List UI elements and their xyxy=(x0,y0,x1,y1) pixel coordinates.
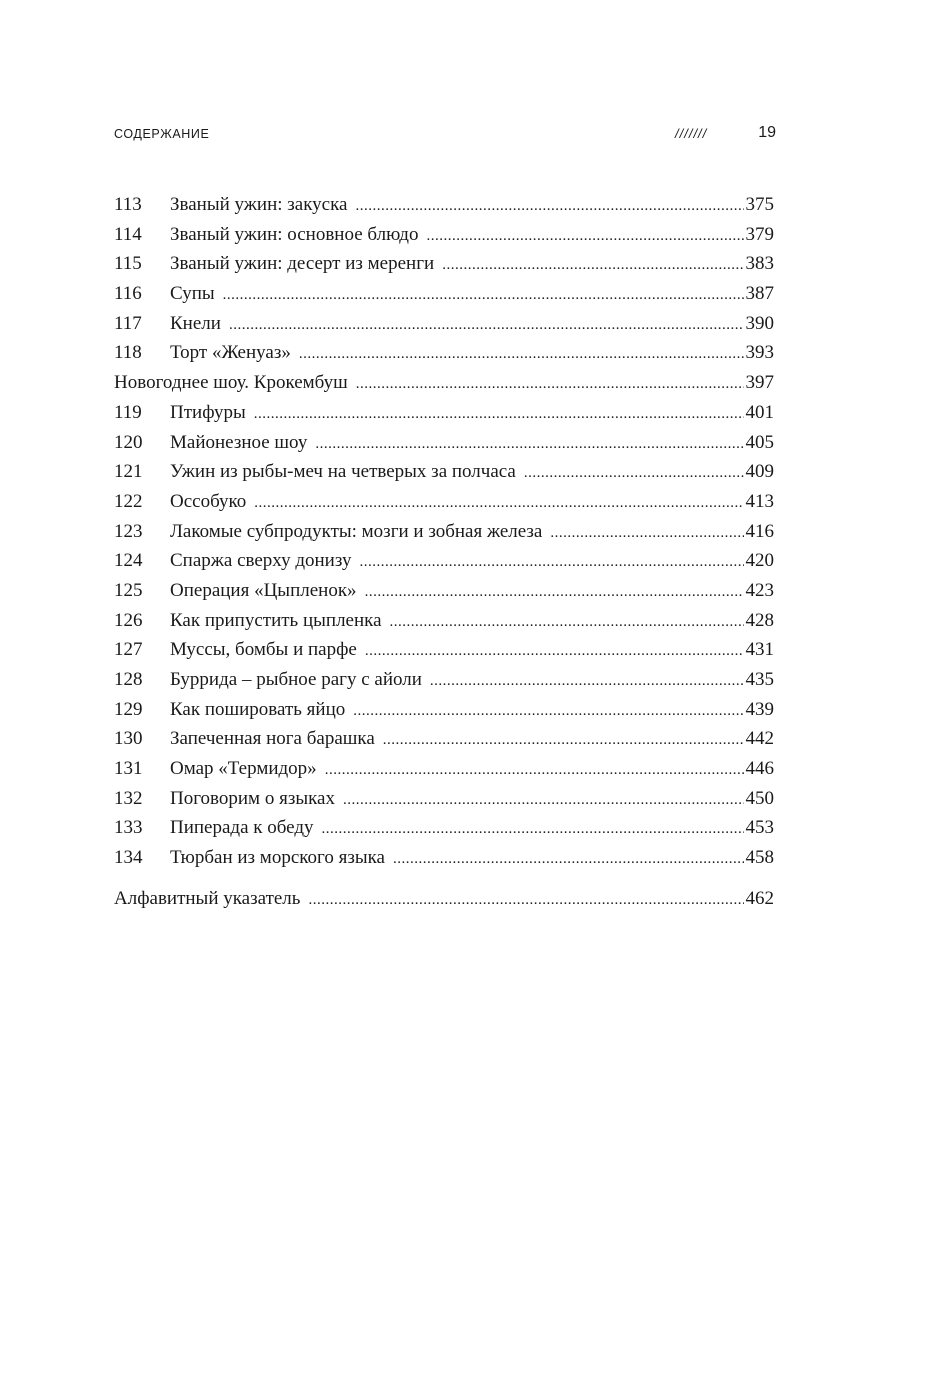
chapter-page: 423 xyxy=(745,579,774,601)
chapter-number: 118 xyxy=(114,342,142,364)
toc-entry xyxy=(114,220,774,250)
chapter-number: 129 xyxy=(114,698,143,720)
chapter-title: Лакомые субпродукты: мозги и зобная железа xyxy=(170,520,543,542)
dot-leader xyxy=(254,400,744,430)
chapter-number: 133 xyxy=(114,817,143,839)
toc-entry xyxy=(114,190,774,220)
toc-entry xyxy=(114,309,774,339)
toc-entry xyxy=(114,457,774,487)
chapter-title: Тюрбан из морского языка xyxy=(170,847,385,869)
dot-leader xyxy=(365,637,744,667)
chapter-number: 114 xyxy=(114,223,142,245)
dot-leader xyxy=(353,697,743,727)
chapter-page: 390 xyxy=(745,312,774,334)
chapter-title: Птифуры xyxy=(170,401,246,423)
chapter-page: 405 xyxy=(745,431,774,453)
dot-leader xyxy=(223,281,744,311)
chapter-number: 122 xyxy=(114,490,143,512)
chapter-title: Алфавитный указатель xyxy=(114,887,301,909)
dot-leader xyxy=(343,786,744,816)
chapter-number: 124 xyxy=(114,550,143,572)
dot-leader xyxy=(524,459,744,489)
chapter-title: Муссы, бомбы и парфе xyxy=(170,639,357,661)
chapter-number: 130 xyxy=(114,728,143,750)
dot-leader xyxy=(254,489,743,519)
chapter-number: 126 xyxy=(114,609,143,631)
dot-leader xyxy=(442,251,743,281)
chapter-number: 134 xyxy=(114,847,143,869)
dot-leader xyxy=(365,578,744,608)
chapter-title: Торт «Женуаз» xyxy=(170,342,291,364)
chapter-title: Званый ужин: основное блюдо xyxy=(170,223,419,245)
chapter-number: 131 xyxy=(114,758,143,780)
toc-entry xyxy=(114,576,774,606)
chapter-title: Пиперада к обеду xyxy=(170,817,314,839)
chapter-title: Майонезное шоу xyxy=(170,431,308,453)
chapter-title: Как пошировать яйцо xyxy=(170,698,346,720)
chapter-page: 462 xyxy=(745,887,774,909)
chapter-title: Операция «Цыпленок» xyxy=(170,579,357,601)
toc-entry xyxy=(114,695,774,725)
chapter-title: Званый ужин: десерт из меренги xyxy=(170,253,435,275)
chapter-number: 117 xyxy=(114,312,142,334)
chapter-number: 119 xyxy=(114,401,142,423)
chapter-title: Супы xyxy=(170,283,215,305)
toc-entry xyxy=(114,606,774,636)
toc-entry xyxy=(114,368,774,398)
toc-entry xyxy=(114,784,774,814)
chapter-number: 132 xyxy=(114,787,143,809)
chapter-number: 115 xyxy=(114,253,142,275)
chapter-page: 379 xyxy=(745,223,774,245)
toc-entry xyxy=(114,487,774,517)
chapter-number: 123 xyxy=(114,520,143,542)
dot-leader xyxy=(355,192,743,222)
chapter-title: Кнели xyxy=(170,312,221,334)
chapter-page: 442 xyxy=(745,728,774,750)
dot-leader xyxy=(356,370,744,400)
chapter-title: Как припустить цыпленка xyxy=(170,609,382,631)
dot-leader xyxy=(430,667,744,697)
chapter-page: 450 xyxy=(745,787,774,809)
dot-leader xyxy=(308,886,743,916)
chapter-number: 125 xyxy=(114,579,143,601)
toc-entry xyxy=(114,813,774,843)
toc-entry xyxy=(114,665,774,695)
dot-leader xyxy=(359,548,743,578)
dot-leader xyxy=(426,222,743,252)
page-number: 19 xyxy=(758,124,776,141)
dot-leader xyxy=(299,340,744,370)
chapter-page: 420 xyxy=(745,550,774,572)
chapter-number: 121 xyxy=(114,461,143,483)
dot-leader xyxy=(322,815,744,845)
chapter-page: 409 xyxy=(745,461,774,483)
chapter-page: 439 xyxy=(745,698,774,720)
chapter-page: 453 xyxy=(745,817,774,839)
dot-leader xyxy=(383,726,744,756)
toc-entry xyxy=(114,338,774,368)
chapter-page: 383 xyxy=(745,253,774,275)
toc-entry xyxy=(114,428,774,458)
header-decoration: /////// xyxy=(675,126,708,141)
chapter-page: 397 xyxy=(745,372,774,394)
toc-entry xyxy=(114,843,774,873)
toc-entry xyxy=(114,635,774,665)
chapter-title: Ужин из рыбы-меч на четверых за полчаса xyxy=(170,461,516,483)
table-of-contents xyxy=(114,190,774,914)
chapter-page: 387 xyxy=(745,283,774,305)
chapter-page: 401 xyxy=(745,401,774,423)
dot-leader xyxy=(229,311,744,341)
chapter-title: Омар «Термидор» xyxy=(170,758,317,780)
running-header xyxy=(114,122,776,146)
chapter-title: Новогоднее шоу. Крокембуш xyxy=(114,372,348,394)
chapter-page: 435 xyxy=(745,669,774,690)
dot-leader xyxy=(393,845,744,875)
chapter-page: 431 xyxy=(745,639,774,661)
toc-entry xyxy=(114,724,774,754)
toc-entry xyxy=(114,884,774,914)
chapter-title: Запеченная нога барашка xyxy=(170,728,375,750)
section-title: СОДЕРЖАНИЕ xyxy=(114,127,210,141)
toc-entry xyxy=(114,754,774,784)
toc-entry xyxy=(114,249,774,279)
dot-leader xyxy=(390,608,744,638)
toc-entry xyxy=(114,546,774,576)
chapter-title: Званый ужин: закуска xyxy=(170,194,348,215)
toc-entry xyxy=(114,279,774,309)
chapter-number: 116 xyxy=(114,283,142,305)
chapter-page: 416 xyxy=(745,520,774,542)
chapter-page: 428 xyxy=(745,609,774,631)
toc-entry xyxy=(114,398,774,428)
chapter-title: Буррида – рыбное рагу с айоли xyxy=(170,669,422,690)
toc-entry xyxy=(114,517,774,547)
dot-leader xyxy=(315,430,743,460)
chapter-title: Оссобуко xyxy=(170,490,247,512)
chapter-title: Поговорим о языках xyxy=(170,787,335,809)
chapter-title: Спаржа сверху донизу xyxy=(170,550,352,572)
chapter-page: 393 xyxy=(745,342,774,364)
chapter-page: 458 xyxy=(745,847,774,869)
chapter-page: 446 xyxy=(745,758,774,780)
chapter-number: 128 xyxy=(114,669,143,690)
dot-leader xyxy=(550,519,743,549)
chapter-number: 113 xyxy=(114,194,142,215)
dot-leader xyxy=(325,756,744,786)
chapter-number: 120 xyxy=(114,431,143,453)
chapter-page: 375 xyxy=(745,194,774,215)
chapter-page: 413 xyxy=(745,490,774,512)
chapter-number: 127 xyxy=(114,639,143,661)
